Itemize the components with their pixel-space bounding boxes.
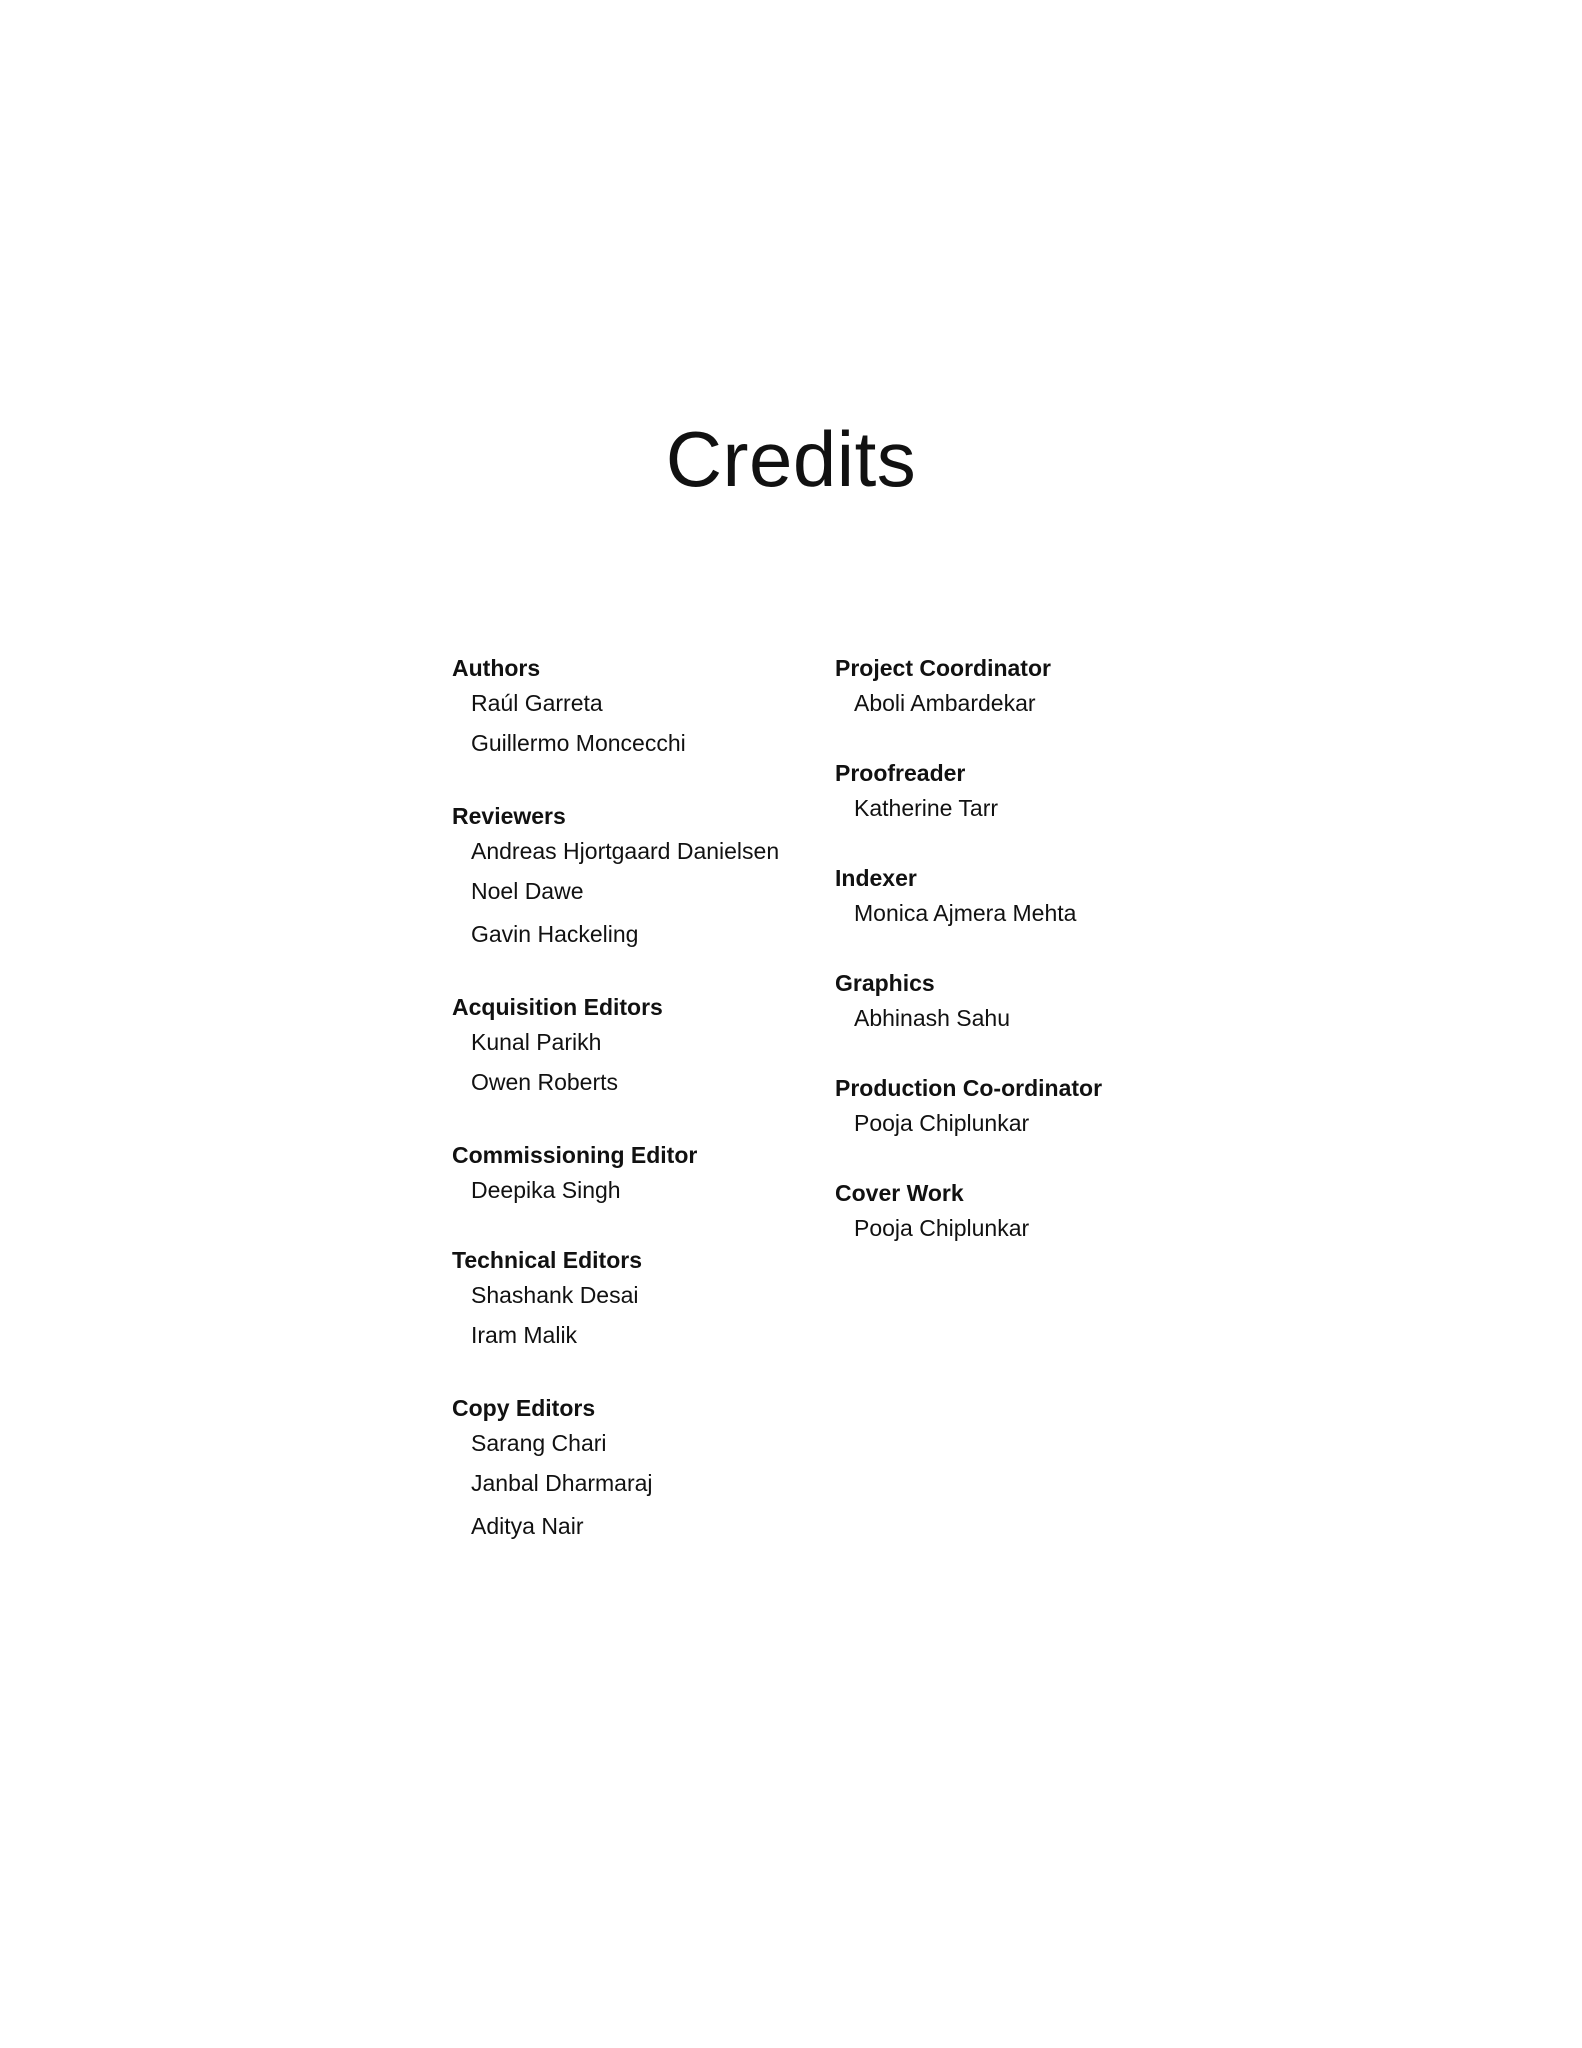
credit-section-production-coordinator [835,1072,1255,1142]
credits-left-column [452,652,812,1583]
person-name: Abhinash Sahu [854,1005,1011,1031]
credit-section-acquisition-editors [452,991,812,1104]
person-name: Aditya Nair [471,1513,584,1539]
person-name: Guillermo Moncecchi [471,730,686,756]
name-list [452,1023,812,1104]
person-name: Noel Dawe [471,878,584,904]
name-list [452,1424,812,1548]
person-name: Andreas Hjortgaard Danielsen [471,838,780,864]
name-list [835,894,1255,932]
credit-section-reviewers [452,800,812,956]
person-name: Sarang Chari [471,1430,607,1456]
role-heading: Copy Editors [452,1395,596,1421]
person-name: Owen Roberts [471,1069,619,1095]
role-heading: Production Co-ordinator [835,1075,1103,1101]
credits-right-column [835,652,1255,1282]
credit-section-project-coordinator [835,652,1255,722]
person-name: Deepika Singh [471,1177,621,1203]
name-list [452,1276,812,1357]
credit-section-cover-work [835,1177,1255,1247]
name-list [835,1209,1255,1247]
name-list [835,999,1255,1037]
role-heading: Project Coordinator [835,655,1051,681]
role-heading: Reviewers [452,803,566,829]
credit-section-commissioning-editor [452,1139,812,1209]
role-heading: Cover Work [835,1180,964,1206]
credit-section-copy-editors [452,1392,812,1548]
person-name: Aboli Ambardekar [854,690,1036,716]
role-heading: Technical Editors [452,1247,643,1273]
credit-section-indexer [835,862,1255,932]
person-name: Kunal Parikh [471,1029,602,1055]
role-heading: Proofreader [835,760,966,786]
person-name: Iram Malik [471,1322,578,1348]
name-list [452,684,812,765]
role-heading: Graphics [835,970,935,996]
credit-section-technical-editors [452,1244,812,1357]
name-list [835,684,1255,722]
name-list [452,832,812,956]
role-heading: Commissioning Editor [452,1142,698,1168]
person-name: Monica Ajmera Mehta [854,900,1077,926]
role-heading: Indexer [835,865,917,891]
role-heading: Authors [452,655,541,681]
person-name: Pooja Chiplunkar [854,1215,1030,1241]
person-name: Gavin Hackeling [471,921,639,947]
credit-section-graphics [835,967,1255,1037]
person-name: Janbal Dharmaraj [471,1470,653,1496]
credit-section-authors [452,652,812,765]
person-name: Shashank Desai [471,1282,639,1308]
person-name: Raúl Garreta [471,690,603,716]
name-list [835,789,1255,827]
page-title: Credits [665,415,917,503]
person-name: Pooja Chiplunkar [854,1110,1030,1136]
person-name: Katherine Tarr [854,795,999,821]
role-heading: Acquisition Editors [452,994,663,1020]
name-list [452,1171,812,1209]
credit-section-proofreader [835,757,1255,827]
name-list [835,1104,1255,1142]
